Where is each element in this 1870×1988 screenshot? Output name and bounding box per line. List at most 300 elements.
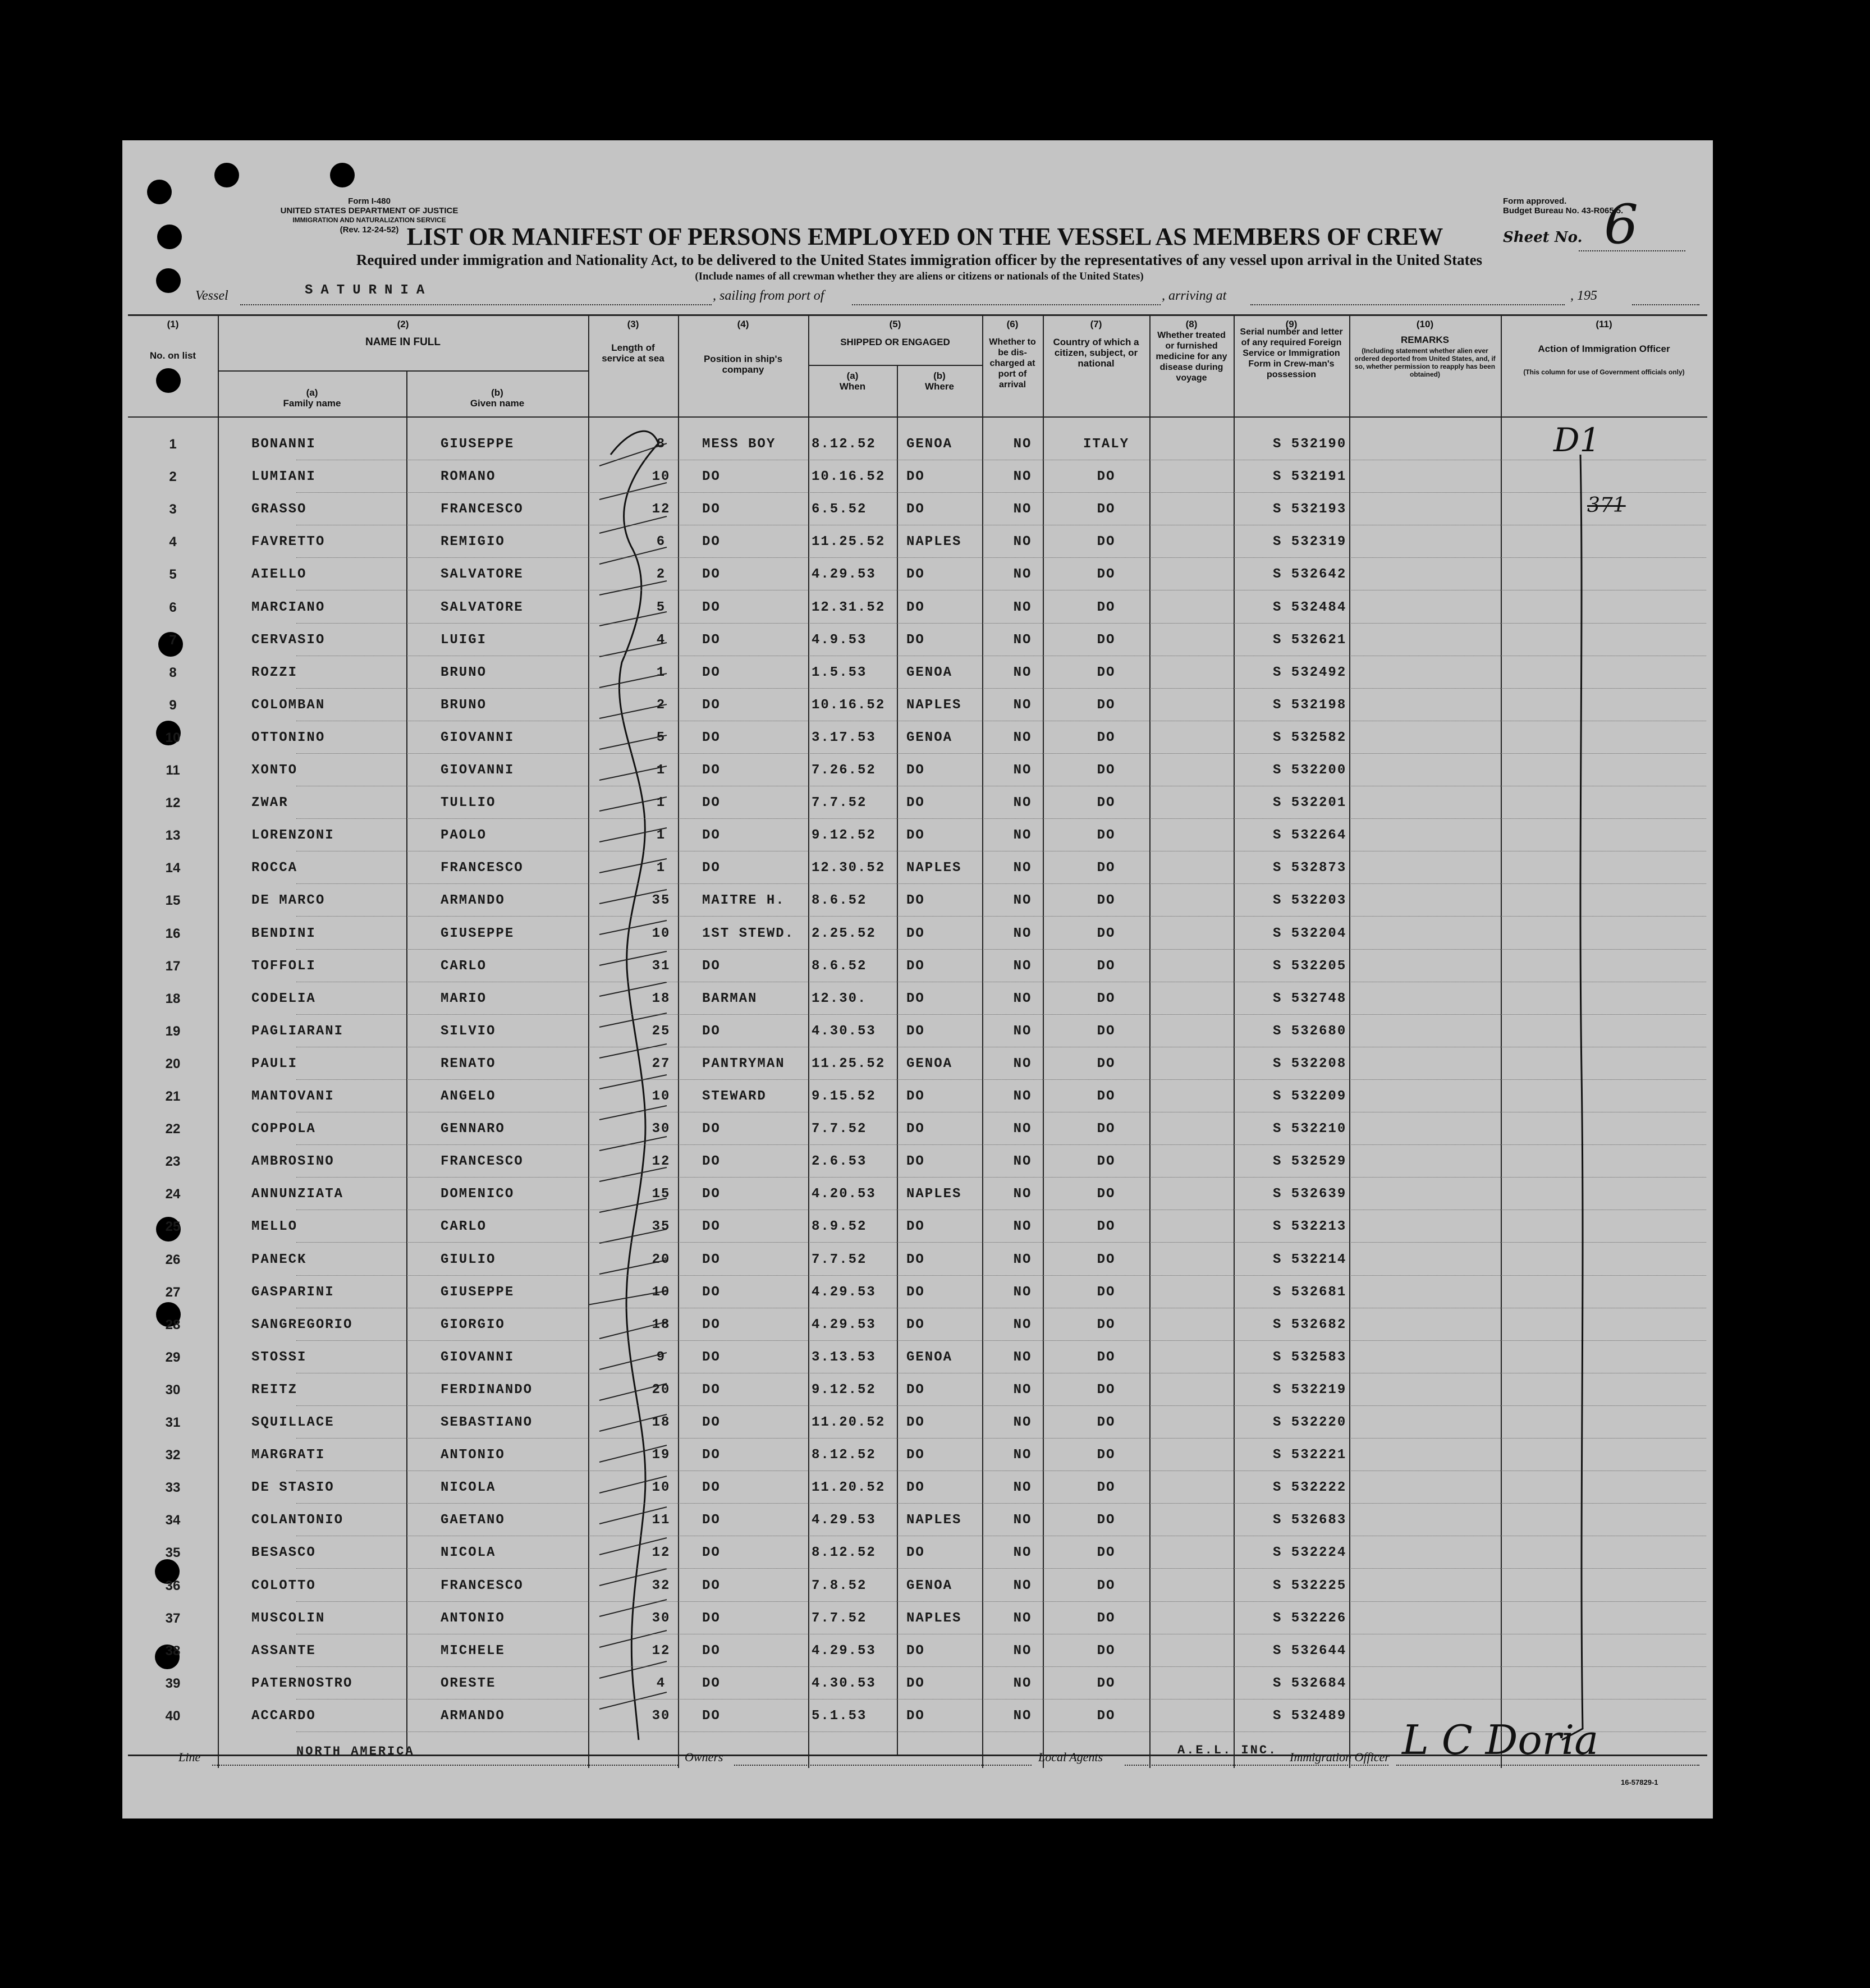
position: DO <box>702 665 721 680</box>
family-name: COPPOLA <box>251 1121 316 1137</box>
length-of-service: 12 <box>652 1545 671 1561</box>
position: DO <box>702 697 721 713</box>
country: DO <box>1097 567 1116 583</box>
position: DO <box>702 1675 721 1691</box>
discharged: NO <box>1013 1187 1032 1202</box>
family-name: ANNUNZIATA <box>251 1187 344 1202</box>
discharged: NO <box>1013 1708 1032 1724</box>
family-name: REITZ <box>251 1382 298 1398</box>
position: DO <box>702 502 721 517</box>
row-number: 7 <box>169 632 177 648</box>
shipped-when: 7.7.52 <box>812 1610 867 1626</box>
given-name: ARMANDO <box>441 893 505 909</box>
length-of-service: 8 <box>656 437 666 452</box>
country: DO <box>1097 534 1116 550</box>
shipped-when: 11.25.52 <box>812 1056 886 1071</box>
position: DO <box>702 1349 721 1365</box>
print-code: 16-57829-1 <box>1621 1778 1658 1787</box>
family-name: AIELLO <box>251 567 307 583</box>
shipped-where: DO <box>906 763 925 778</box>
position: DO <box>702 1610 721 1626</box>
discharged: NO <box>1013 599 1032 615</box>
length-of-service: 15 <box>652 1187 671 1202</box>
discharged: NO <box>1013 1480 1032 1496</box>
table-row <box>122 786 1713 819</box>
shipped-when: 4.20.53 <box>812 1187 876 1202</box>
shipped-where: NAPLES <box>906 1513 962 1528</box>
table-row <box>122 1439 1713 1471</box>
length-of-service: 18 <box>652 1415 671 1430</box>
country: DO <box>1097 991 1116 1006</box>
serial-number: S 532682 <box>1273 1317 1347 1332</box>
shipped-when: 11.20.52 <box>812 1415 886 1430</box>
length-of-service: 30 <box>652 1610 671 1626</box>
length-of-service: 9 <box>656 1349 666 1365</box>
position: DO <box>702 1154 721 1170</box>
officer-signature: L C Doria <box>1402 1716 1599 1763</box>
serial-number: S 532205 <box>1273 958 1347 974</box>
discharged: NO <box>1013 697 1032 713</box>
table-row <box>122 1015 1713 1047</box>
position: DO <box>702 730 721 745</box>
position: DO <box>702 1219 721 1235</box>
agents-underline <box>1125 1765 1388 1766</box>
family-name: DE MARCO <box>251 893 326 909</box>
given-name: FERDINANDO <box>441 1382 533 1398</box>
arriving-label: , arriving at <box>1162 288 1227 303</box>
country: DO <box>1097 1154 1116 1170</box>
shipped-when: 7.7.52 <box>812 1252 867 1267</box>
position: DO <box>702 1187 721 1202</box>
col-num: (5) <box>889 319 901 329</box>
given-name: GIOVANNI <box>441 763 515 778</box>
shipped-when: 4.9.53 <box>812 632 867 648</box>
serial-number: S 532193 <box>1273 502 1347 517</box>
budget-bureau-number: Budget Bureau No. 43-R065.5. <box>1503 206 1624 216</box>
table-row <box>122 1341 1713 1373</box>
shipped-when: 10.16.52 <box>812 469 886 485</box>
country: DO <box>1097 1252 1116 1267</box>
serial-number: S 532213 <box>1273 1219 1347 1235</box>
row-number: 21 <box>165 1089 181 1104</box>
position: DO <box>702 534 721 550</box>
position: MESS BOY <box>702 437 776 452</box>
family-name: BONANNI <box>251 437 316 452</box>
manifest-sheet <box>122 140 1713 1818</box>
length-of-service: 2 <box>656 697 666 713</box>
serial-number: S 532681 <box>1273 1284 1347 1300</box>
table-row <box>122 1373 1713 1406</box>
serial-number: S 532204 <box>1273 926 1347 941</box>
col-num: (10) <box>1416 319 1434 329</box>
family-name: MARGRATI <box>251 1448 326 1463</box>
given-name: GIUSEPPE <box>441 437 515 452</box>
col-num: (9) <box>1285 319 1298 329</box>
shipped-when: 7.7.52 <box>812 795 867 811</box>
length-of-service: 11 <box>652 1513 671 1528</box>
shipped-when: 12.30. <box>812 991 867 1006</box>
length-of-service: 10 <box>652 1284 671 1300</box>
given-name: REMIGIO <box>441 534 505 550</box>
name-sub-rule <box>218 370 588 372</box>
given-name: NICOLA <box>441 1480 496 1496</box>
row-number: 4 <box>169 534 177 550</box>
table-row <box>122 1178 1713 1210</box>
agents-value: A.E.L. INC. <box>1177 1743 1278 1757</box>
header-given-name: (b) Given name <box>470 387 525 409</box>
country: DO <box>1097 1089 1116 1104</box>
family-name: ROZZI <box>251 665 298 680</box>
punch-hole <box>214 163 239 187</box>
serial-number: S 532683 <box>1273 1513 1347 1528</box>
row-number: 36 <box>165 1578 181 1593</box>
given-name: GIULIO <box>441 1252 496 1267</box>
serial-number: S 532190 <box>1273 437 1347 452</box>
discharged: NO <box>1013 1448 1032 1463</box>
shipped-when: 4.30.53 <box>812 1023 876 1039</box>
shipped-when: 3.13.53 <box>812 1349 876 1365</box>
col-num: (11) <box>1596 319 1612 329</box>
length-of-service: 6 <box>656 534 666 550</box>
given-name: ANTONIO <box>441 1610 505 1626</box>
shipped-where: DO <box>906 567 925 583</box>
shipped-where: DO <box>906 1219 925 1235</box>
table-row <box>122 1276 1713 1308</box>
shipped-when: 2.6.53 <box>812 1154 867 1170</box>
discharged: NO <box>1013 795 1032 811</box>
country: DO <box>1097 1578 1116 1593</box>
serial-number: S 532642 <box>1273 567 1347 583</box>
table-row <box>122 689 1713 721</box>
shipped-sub-rule <box>808 365 982 366</box>
given-name: SILVIO <box>441 1023 496 1039</box>
given-name: GIOVANNI <box>441 730 515 745</box>
serial-number: S 532621 <box>1273 632 1347 648</box>
country: DO <box>1097 1349 1116 1365</box>
header-serial-number: Serial number and letter of any required Foreign Service or Immigration Form in Crew-man's possession <box>1240 327 1343 379</box>
country: DO <box>1097 697 1116 713</box>
serial-number: S 532219 <box>1273 1382 1347 1398</box>
family-name: MARCIANO <box>251 599 326 615</box>
table-row <box>122 1406 1713 1439</box>
position: STEWARD <box>702 1089 767 1104</box>
table-row <box>122 558 1713 590</box>
table-row <box>122 1112 1713 1145</box>
position: DO <box>702 860 721 876</box>
given-name: CARLO <box>441 1219 487 1235</box>
length-of-service: 20 <box>652 1382 671 1398</box>
length-of-service: 25 <box>652 1023 671 1039</box>
length-of-service: 10 <box>652 469 671 485</box>
country: DO <box>1097 1415 1116 1430</box>
country: DO <box>1097 1121 1116 1137</box>
given-name: TULLIO <box>441 795 496 811</box>
position: DO <box>702 1284 721 1300</box>
year-label: , 195 <box>1570 288 1597 303</box>
shipped-where: DO <box>906 1382 925 1398</box>
owners-label: Owners <box>685 1750 723 1764</box>
given-name: SALVATORE <box>441 567 524 583</box>
given-name: FRANCESCO <box>441 502 524 517</box>
action-bracket-line <box>1559 455 1604 1746</box>
country: DO <box>1097 1219 1116 1235</box>
discharged: NO <box>1013 1284 1032 1300</box>
country: DO <box>1097 632 1116 648</box>
country: DO <box>1097 860 1116 876</box>
shipped-when: 8.6.52 <box>812 893 867 909</box>
shipped-when: 8.12.52 <box>812 1448 876 1463</box>
shipped-where: DO <box>906 926 925 941</box>
row-number: 34 <box>165 1513 181 1528</box>
discharged: NO <box>1013 860 1032 876</box>
family-name: XONTO <box>251 763 298 778</box>
position: 1ST STEWD. <box>702 926 795 941</box>
family-name: MANTOVANI <box>251 1089 334 1104</box>
shipped-where: DO <box>906 1545 925 1561</box>
shipped-when: 5.1.53 <box>812 1708 867 1724</box>
shipped-where: NAPLES <box>906 1187 962 1202</box>
given-name: ARMANDO <box>441 1708 505 1724</box>
discharged: NO <box>1013 1154 1032 1170</box>
serial-number: S 532224 <box>1273 1545 1347 1561</box>
length-of-service: 4 <box>656 1675 666 1691</box>
country: DO <box>1097 1480 1116 1496</box>
serial-number: S 532198 <box>1273 697 1347 713</box>
length-of-service: 12 <box>652 502 671 517</box>
length-of-service: 31 <box>652 958 671 974</box>
table-row <box>122 851 1713 884</box>
table-row <box>122 721 1713 754</box>
discharged: NO <box>1013 1219 1032 1235</box>
country: DO <box>1097 763 1116 778</box>
header-medicine: Whether treated or furnished medicine for any disease during voyage <box>1156 331 1227 383</box>
col-num: (7) <box>1090 319 1102 329</box>
row-number: 40 <box>165 1708 181 1724</box>
shipped-where: DO <box>906 958 925 974</box>
header-position: Position in ship's company <box>703 354 783 375</box>
length-of-service: 10 <box>652 1480 671 1496</box>
manifest-subtitle: Required under immigration and Nationality Act, to be delivered to the United States immigration officer by the representatives of any vessel upon arrival in the United States <box>356 251 1483 268</box>
shipped-where: GENOA <box>906 665 953 680</box>
row-number: 3 <box>169 502 177 517</box>
family-name: ASSANTE <box>251 1643 316 1659</box>
shipped-where: DO <box>906 1415 925 1430</box>
length-of-service: 12 <box>652 1643 671 1659</box>
discharged: NO <box>1013 730 1032 745</box>
row-number: 28 <box>165 1317 181 1332</box>
row-number: 23 <box>165 1154 181 1170</box>
row-number: 29 <box>165 1349 181 1365</box>
punch-hole <box>147 180 172 204</box>
table-row <box>122 1243 1713 1276</box>
row-number: 33 <box>165 1480 181 1496</box>
serial-number: S 532492 <box>1273 665 1347 680</box>
length-of-service: 1 <box>656 795 666 811</box>
col-num: (2) <box>397 319 409 329</box>
shipped-where: GENOA <box>906 1056 953 1071</box>
given-name: ANGELO <box>441 1089 496 1104</box>
row-number: 31 <box>165 1415 181 1430</box>
serial-number: S 532748 <box>1273 991 1347 1006</box>
family-name: GASPARINI <box>251 1284 334 1300</box>
table-top-rule <box>128 314 1707 316</box>
family-name: COLANTONIO <box>251 1513 344 1528</box>
table-row <box>122 819 1713 851</box>
row-number: 1 <box>169 437 177 452</box>
given-name: GIORGIO <box>441 1317 505 1332</box>
shipped-where: DO <box>906 502 925 517</box>
row-number: 26 <box>165 1252 181 1267</box>
shipped-where: DO <box>906 632 925 648</box>
shipped-when: 9.12.52 <box>812 1382 876 1398</box>
family-name: PATERNOSTRO <box>251 1675 353 1691</box>
family-name: ZWAR <box>251 795 288 811</box>
serial-number: S 532225 <box>1273 1578 1347 1593</box>
country: DO <box>1097 599 1116 615</box>
table-row <box>122 591 1713 624</box>
given-name: ANTONIO <box>441 1448 505 1463</box>
row-number: 30 <box>165 1382 181 1398</box>
shipped-where: GENOA <box>906 1578 953 1593</box>
family-name: SANGREGORIO <box>251 1317 353 1332</box>
header-shipped-engaged: SHIPPED OR ENGAGED <box>840 337 950 347</box>
family-name: TOFFOLI <box>251 958 316 974</box>
sailing-label: , sailing from port of <box>713 288 824 303</box>
shipped-where: DO <box>906 991 925 1006</box>
shipped-where: DO <box>906 1708 925 1724</box>
form-approved-label: Form approved. <box>1503 196 1567 206</box>
discharged: NO <box>1013 958 1032 974</box>
family-name: PAGLIARANI <box>251 1023 344 1039</box>
shipped-when: 12.30.52 <box>812 860 886 876</box>
serial-number: S 532264 <box>1273 828 1347 844</box>
table-row <box>122 1145 1713 1178</box>
discharged: NO <box>1013 469 1032 485</box>
position: DO <box>702 599 721 615</box>
shipped-when: 8.9.52 <box>812 1219 867 1235</box>
discharged: NO <box>1013 926 1032 941</box>
row-number: 18 <box>165 991 181 1006</box>
position: DO <box>702 567 721 583</box>
country: DO <box>1097 730 1116 745</box>
header-list-number: No. on list <box>149 350 196 361</box>
row-number: 35 <box>165 1545 181 1561</box>
discharged: NO <box>1013 1578 1032 1593</box>
position: DO <box>702 828 721 844</box>
row-number: 11 <box>166 763 180 778</box>
col-num: (8) <box>1185 319 1198 329</box>
shipped-when: 10.16.52 <box>812 697 886 713</box>
position: DO <box>702 1480 721 1496</box>
table-row <box>122 1504 1713 1536</box>
table-row <box>122 460 1713 493</box>
shipped-where: DO <box>906 1023 925 1039</box>
serial-number: S 532489 <box>1273 1708 1347 1724</box>
shipped-where: GENOA <box>906 437 953 452</box>
discharged: NO <box>1013 1349 1032 1365</box>
vessel-name: SATURNIA <box>305 283 433 298</box>
serial-number: S 532583 <box>1273 1349 1347 1365</box>
header-immigration-action: Action of Immigration Officer <box>1538 343 1670 354</box>
family-name: CODELIA <box>251 991 316 1006</box>
country: ITALY <box>1083 437 1129 452</box>
shipped-when: 9.12.52 <box>812 828 876 844</box>
row-number: 32 <box>165 1448 181 1463</box>
country: DO <box>1097 1056 1116 1071</box>
position: DO <box>702 1317 721 1332</box>
shipped-when: 9.15.52 <box>812 1089 876 1104</box>
family-name: GRASSO <box>251 502 307 517</box>
position: DO <box>702 632 721 648</box>
discharged: NO <box>1013 1610 1032 1626</box>
shipped-where: DO <box>906 828 925 844</box>
position: DO <box>702 1578 721 1593</box>
country: DO <box>1097 1675 1116 1691</box>
shipped-when: 8.6.52 <box>812 958 867 974</box>
country: DO <box>1097 1448 1116 1463</box>
row-number: 19 <box>165 1023 181 1039</box>
header-bottom-rule <box>128 416 1707 418</box>
serial-number: S 532529 <box>1273 1154 1347 1170</box>
position: DO <box>702 1023 721 1039</box>
length-of-service: 18 <box>652 1317 671 1332</box>
header-name-in-full: NAME IN FULL <box>365 336 441 348</box>
header-where: (b) Where <box>925 370 954 392</box>
shipped-where: GENOA <box>906 730 953 745</box>
arriving-underline <box>1250 304 1565 305</box>
table-row <box>122 1634 1713 1667</box>
discharged: NO <box>1013 534 1032 550</box>
position: DO <box>702 1382 721 1398</box>
shipped-when: 11.20.52 <box>812 1480 886 1496</box>
length-of-service: 10 <box>652 926 671 941</box>
shipped-where: DO <box>906 1089 925 1104</box>
country: DO <box>1097 1513 1116 1528</box>
length-of-service: 18 <box>652 991 671 1006</box>
table-row <box>122 525 1713 558</box>
length-of-service: 10 <box>652 1089 671 1104</box>
given-name: ORESTE <box>441 1675 496 1691</box>
row-number: 20 <box>165 1056 181 1071</box>
shipped-when: 8.12.52 <box>812 1545 876 1561</box>
shipped-when: 6.5.52 <box>812 502 867 517</box>
discharged: NO <box>1013 1056 1032 1071</box>
department-name: UNITED STATES DEPARTMENT OF JUSTICE <box>280 206 459 216</box>
shipped-when: 7.7.52 <box>812 1121 867 1137</box>
row-number: 27 <box>165 1284 181 1300</box>
table-row <box>122 917 1713 950</box>
shipped-where: DO <box>906 795 925 811</box>
header-remarks: REMARKS <box>1401 335 1449 345</box>
shipped-where: DO <box>906 469 925 485</box>
revision-date: (Rev. 12-24-52) <box>340 225 399 235</box>
vessel-underline <box>240 304 712 305</box>
discharged: NO <box>1013 828 1032 844</box>
country: DO <box>1097 958 1116 974</box>
table-row <box>122 1667 1713 1700</box>
shipped-when: 7.8.52 <box>812 1578 867 1593</box>
family-name: DE STASIO <box>251 1480 334 1496</box>
shipped-where: NAPLES <box>906 697 962 713</box>
serial-number: S 532222 <box>1273 1480 1347 1496</box>
col-num: (6) <box>1006 319 1019 329</box>
given-name: MARIO <box>441 991 487 1006</box>
position: DO <box>702 1643 721 1659</box>
family-name: CERVASIO <box>251 632 326 648</box>
serial-number: S 532319 <box>1273 534 1347 550</box>
given-name: FRANCESCO <box>441 860 524 876</box>
table-row <box>122 1536 1713 1569</box>
